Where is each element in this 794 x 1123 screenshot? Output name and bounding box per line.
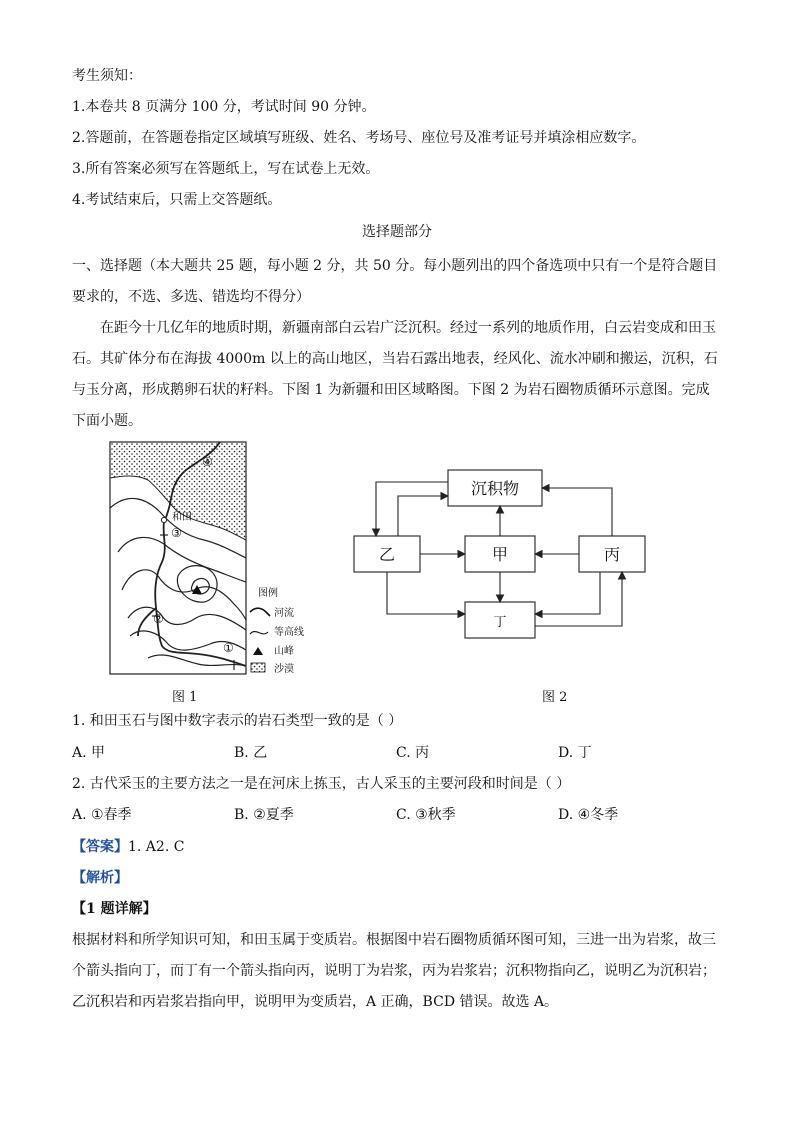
figure1-map	[108, 440, 308, 678]
legend-peak-label: 山峰	[274, 646, 294, 657]
figure2-caption: 图 2	[542, 690, 568, 705]
q2-option-b[interactable]: B. ②夏季	[234, 807, 294, 823]
q2-option-c[interactable]: C. ③秋季	[396, 807, 456, 823]
q2-stem: 2. 古代采玉的主要方法之一是在河床上拣玉，古人采玉的主要河段和时间是（ ）	[72, 776, 571, 792]
answer-line	[72, 837, 184, 857]
notice-heading: 考生须知：	[72, 68, 142, 84]
legend-river-label: 河流	[274, 608, 294, 619]
q2-option-d[interactable]: D. ④冬季	[558, 807, 619, 823]
town-marker-icon	[161, 517, 166, 522]
answer-label: 【答案】	[72, 839, 128, 855]
desert-icon	[251, 663, 265, 672]
legend-title: 图例	[258, 588, 278, 599]
figure1-caption: 图 1	[172, 690, 198, 705]
passage: 在距今十几亿年的地质时期，新疆南部白云岩广泛沉积。经过一系列的地质作用，白云岩变成和田玉石。其矿体分布在海拔 4000m 以上的高山地区，当岩石露出地表，经风化、流水冲刷和搬运，沉积，石与玉分离，形成鹅卵石状的籽料。下图 1 为新疆和田区域略图。下图 2 为岩石圈物质循环示意图。完成下面小题。	[72, 320, 718, 429]
box-bing-label: 丙	[603, 545, 621, 564]
town-label: 和田	[172, 512, 192, 523]
detail-label: 【1 题详解】	[72, 901, 157, 917]
q2-option-a[interactable]: A. ①春季	[72, 807, 132, 823]
peak-legend-icon	[253, 647, 263, 655]
legend-peak	[253, 644, 294, 657]
marker-2: ②	[153, 612, 164, 626]
section-title: 选择题部分	[362, 224, 432, 240]
box-jia-label: 甲	[491, 545, 509, 564]
notice-item: 3.所有答案必须写在答题纸上，写在试卷上无效。	[72, 161, 380, 177]
notice-item: 2.答题前，在答题卷指定区域填写班级、姓名、考场号、座位号及准考证号并填涂相应数字。	[72, 130, 646, 146]
q1-option-d[interactable]: D. 丁	[558, 745, 592, 761]
q1-option-c[interactable]: C. 丙	[396, 745, 430, 761]
figure2-diagram	[350, 462, 650, 644]
notice-item: 4.考试结束后，只需上交答题纸。	[72, 192, 282, 208]
box-sediment-label: 沉积物	[470, 479, 520, 498]
answer-text: 1. A2. C	[128, 839, 185, 855]
q1-stem: 1. 和田玉石与图中数字表示的岩石类型一致的是（ ）	[72, 713, 403, 729]
marker-3: ③	[171, 526, 182, 540]
marker-1: ①	[223, 641, 234, 655]
notice-item: 1.本卷共 8 页满分 100 分，考试时间 90 分钟。	[72, 99, 376, 115]
analysis-label: 【解析】	[72, 870, 128, 886]
legend-contour	[250, 625, 304, 638]
q1-option-b[interactable]: B. 乙	[234, 745, 268, 761]
marker-4: ④	[202, 455, 213, 469]
river-icon	[250, 608, 270, 616]
legend-desert-label: 沙漠	[274, 664, 294, 675]
q1-option-a[interactable]: A. 甲	[72, 745, 106, 761]
legend-desert	[251, 662, 294, 675]
box-yi-label: 乙	[378, 545, 396, 564]
detail-text: 根据材料和所学知识可知，和田玉属于变质岩。根据图中岩石圈物质循环图可知，三进一出为岩浆，故三个箭头指向丁，而丁有一个箭头指向丙，说明丁为岩浆，丙为岩浆岩；沉积物指向乙，说明乙为沉积岩；乙沉积岩和丙岩浆岩指向甲，说明甲为变质岩，A 正确，BCD 错误。故选 A。	[72, 932, 716, 1010]
legend-river	[250, 606, 294, 619]
part-intro: 一、选择题（本大题共 25 题，每小题 2 分，共 50 分。每小题列出的四个备选项中只有一个是符合题目要求的，不选、多选、错选均不得分）	[72, 258, 718, 305]
contour-icon	[250, 632, 268, 634]
box-ding-label: 丁	[493, 615, 507, 630]
legend-contour-label: 等高线	[274, 627, 304, 638]
